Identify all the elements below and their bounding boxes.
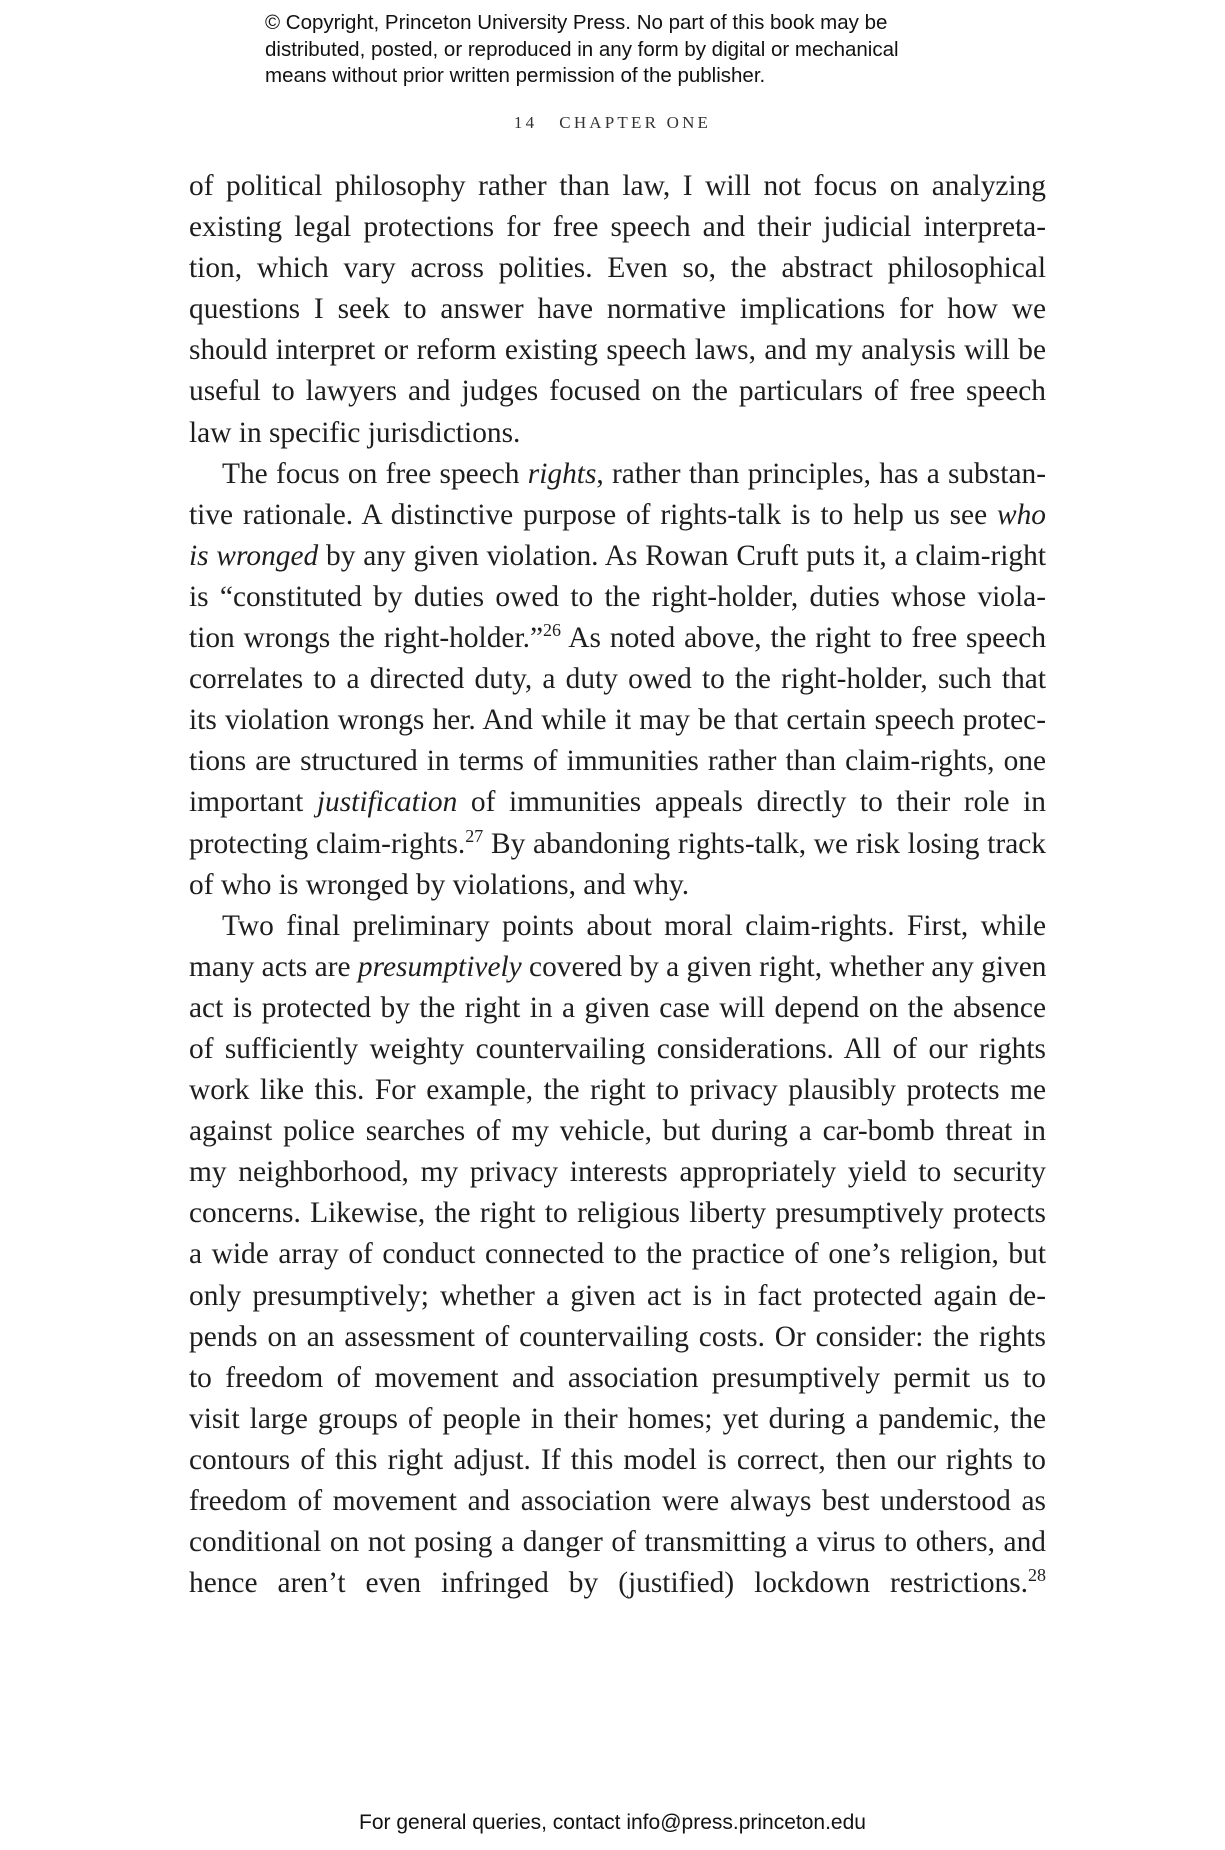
text-line: freedom of movement and association were always best understood as	[189, 1485, 1046, 1517]
text-line: of sufficiently weighty countervailing considerations. All of our rights	[189, 1032, 1046, 1065]
text-line: existing legal protections for free speech and their judicial interpreta-	[189, 211, 1046, 244]
text-line: concerns. Likewise, the right to religious liberty presumptively protects	[189, 1197, 1046, 1230]
text-line: tions are structured in terms of immunities rather than claim-rights, one	[189, 745, 1046, 778]
text-line: of political philosophy rather than law, I will not focus on analyzing	[189, 170, 1046, 202]
text-line: law in specific jurisdictions.	[189, 416, 521, 449]
text-line: should interpret or reform existing speech laws, and my analysis will be	[189, 334, 1046, 367]
text-line: its violation wrongs her. And while it may be that certain speech protec-	[189, 704, 1046, 737]
text-line: of who is wronged by violations, and why.	[189, 868, 690, 901]
text-line: Two final preliminary points about moral claim-rights. First, while	[222, 909, 1046, 942]
body-text	[189, 166, 1046, 1604]
text-line	[189, 1563, 1046, 1604]
text-line	[189, 536, 1046, 577]
text-run: protecting claim-rights.	[189, 827, 466, 860]
text-line: work like this. For example, the right to privacy plausibly protects me	[189, 1074, 1046, 1107]
text-line: is “constituted by duties owed to the right-holder, duties whose viola-	[189, 580, 1046, 613]
footer-contact: For general queries, contact info@press.princeton.edu	[359, 1811, 866, 1834]
text-line	[189, 824, 1046, 865]
text-run: of immunities appeals directly to their role in	[457, 786, 1046, 819]
text-run: As noted above, the right to free speech	[561, 622, 1047, 655]
text-run: covered by a given right, whether any given	[521, 950, 1047, 983]
footnote-ref-28: 28	[1028, 1565, 1046, 1586]
text-line: against police searches of my vehicle, but during a car-bomb threat in	[189, 1115, 1046, 1148]
chapter-title: CHAPTER ONE	[559, 113, 712, 132]
text-line: only presumptively; whether a given act is in fact protected again de-	[189, 1279, 1046, 1312]
running-head	[0, 113, 1225, 133]
copyright-line: © Copyright, Princeton University Press. No part of this book may be	[265, 11, 888, 34]
text-run: tive rationale. A distinctive purpose of rights-talk is to help us see	[189, 498, 997, 531]
text-line: a wide array of conduct connected to the practice of one’s religion, but	[189, 1238, 1046, 1271]
text-line: tion, which vary across polities. Even so, the abstract philosophical	[189, 252, 1046, 285]
text-line	[189, 454, 1046, 495]
text-run: The focus on free speech	[222, 457, 528, 490]
text-line: contours of this right adjust. If this model is correct, then our rights to	[189, 1443, 1046, 1476]
text-line: useful to lawyers and judges focused on the particulars of free speech	[189, 375, 1046, 408]
text-line: conditional on not posing a danger of transmitting a virus to others, and	[189, 1526, 1046, 1559]
text-run: important	[189, 786, 317, 819]
copyright-line: means without prior written permission of the publisher.	[265, 64, 766, 87]
page-number: 14	[513, 113, 538, 132]
text-line: questions I seek to answer have normative implications for how we	[189, 293, 1046, 326]
text-run: By abandoning rights-talk, we risk losing track	[483, 827, 1046, 860]
text-run: tion wrongs the right-holder.”	[189, 622, 544, 655]
text-line: pends on an assessment of countervailing costs. Or consider: the rights	[189, 1320, 1046, 1353]
text-line	[189, 495, 1046, 536]
text-line: act is protected by the right in a given case will depend on the absence	[189, 991, 1046, 1024]
text-line: to freedom of movement and association presumptively permit us to	[189, 1361, 1046, 1394]
italic-run: presumptively	[357, 950, 522, 983]
text-line	[189, 618, 1046, 659]
text-line	[189, 782, 1046, 823]
copyright-line: distributed, posted, or reproduced in any form by digital or mechanical	[265, 37, 899, 61]
text-line: correlates to a directed duty, a duty owed to the right-holder, such that	[189, 663, 1046, 696]
italic-run: who	[997, 498, 1046, 531]
text-line: visit large groups of people in their homes; yet during a pandemic, the	[189, 1402, 1046, 1435]
text-run: many acts are	[189, 950, 358, 983]
text-run: hence aren’t even infringed by (justified) lockdown restrictions.	[189, 1567, 1028, 1600]
footnote-ref-27: 27	[465, 825, 484, 846]
text-line: my neighborhood, my privacy interests appropriately yield to security	[189, 1156, 1046, 1189]
text-line	[189, 947, 1046, 988]
italic-run: justification	[316, 786, 458, 819]
italic-run: is wronged	[189, 539, 319, 572]
text-run: by any given violation. As Rowan Cruft puts it, a claim-right	[318, 539, 1046, 572]
text-run: , rather than principles, has a substan-	[596, 457, 1046, 490]
italic-run: rights	[527, 457, 597, 490]
copyright-notice	[265, 10, 965, 90]
footnote-ref-26: 26	[543, 620, 562, 641]
